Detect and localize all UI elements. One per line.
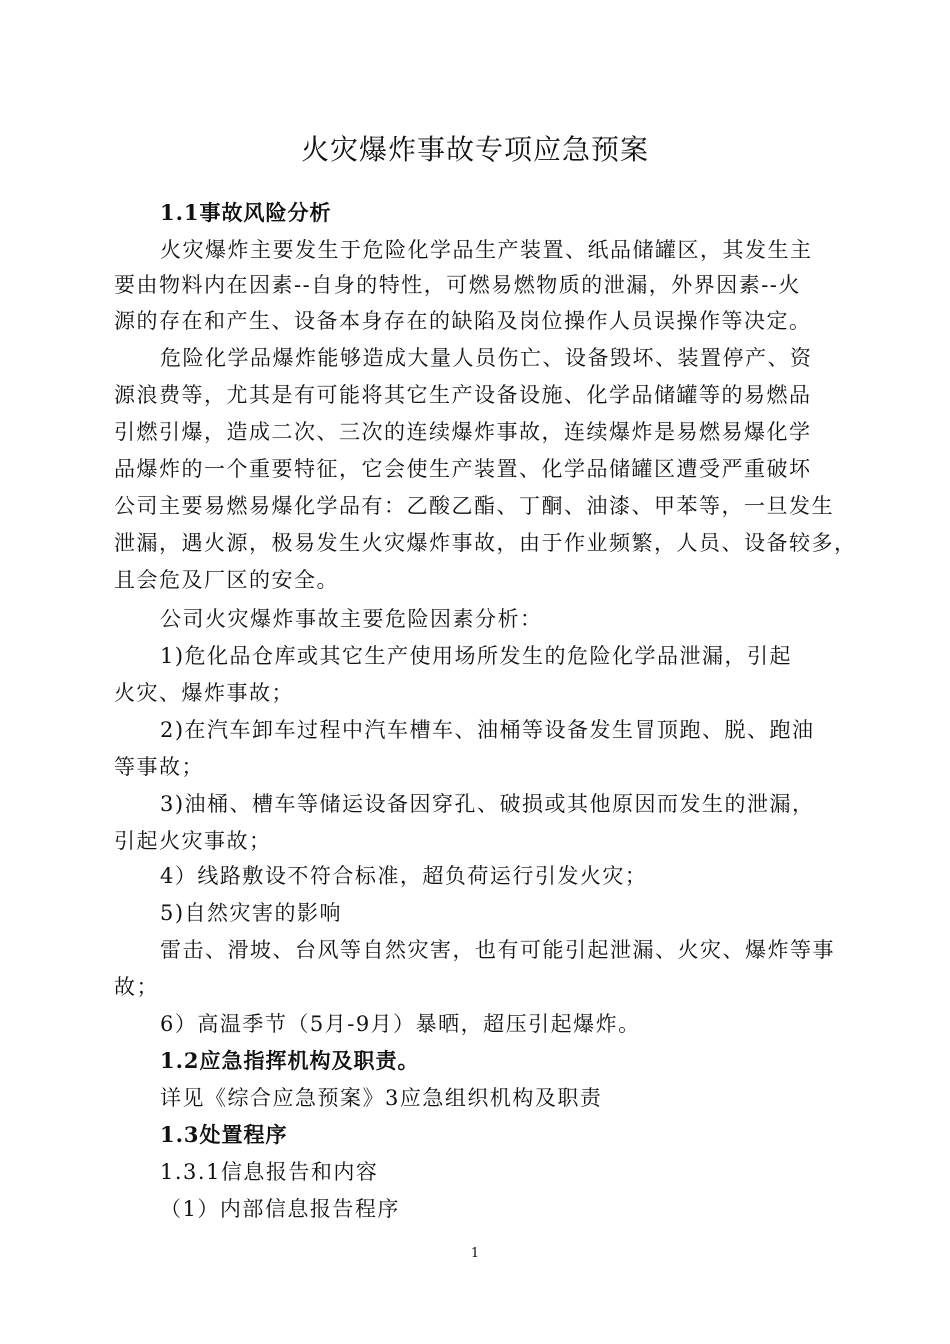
paragraph-line: 泄漏，遇火源，极易发生火灾爆炸事故，由于作业频繁，人员、设备较多， [114, 531, 857, 555]
list-item-1: 1)危化品仓库或其它生产使用场所发生的危险化学品泄漏，引起 [160, 644, 793, 668]
paragraph-line: 引燃引爆，造成二次、三次的连续爆炸事故，连续爆炸是易燃易爆化学 [114, 420, 812, 444]
paragraph-line: 详见《综合应急预案》3应急组织机构及职责 [160, 1086, 603, 1110]
list-item-3: 3)油桶、槽车等储运设备因穿孔、破损或其他原因而发生的泄漏， [160, 792, 815, 816]
paragraph-line: 危险化学品爆炸能够造成大量人员伤亡、设备毁坏、装置停产、资 [160, 346, 813, 370]
list-item-6: 6）高温季节（5月-9月）暴晒，超压引起爆炸。 [160, 1012, 641, 1036]
section-heading-1-2: 1.2应急指挥机构及职责。 [160, 1048, 420, 1073]
paragraph-line: 雷击、滑坡、台风等自然灾害，也有可能引起泄漏、火灾、爆炸等事 [160, 938, 835, 962]
page-number: 1 [470, 1246, 480, 1261]
subsection-heading-1-3-1: 1.3.1信息报告和内容 [160, 1160, 379, 1184]
list-item-4: 4）线路敷设不符合标准，超负荷运行引发火灾； [160, 864, 648, 888]
section-heading-1-3: 1.3处置程序 [160, 1122, 288, 1147]
list-item-1-continued: 火灾、爆炸事故； [114, 681, 294, 705]
paragraph-line: 要由物料内在因素--自身的特性，可燃易燃物质的泄漏，外界因素--火 [114, 273, 801, 297]
document-title: 火灾爆炸事故专项应急预案 [300, 133, 649, 166]
paragraph-line: 且会危及厂区的安全。 [114, 568, 339, 592]
paragraph-line: 源浪费等，尤其是有可能将其它生产设备设施、化学品储罐等的易燃品 [114, 383, 812, 407]
list-item-3-continued: 引起火灾事故； [114, 829, 272, 853]
list-item-5: 5)自然灾害的影响 [160, 901, 343, 925]
list-item-2: 2)在汽车卸车过程中汽车槽车、油桶等设备发生冒顶跑、脱、跑油 [160, 718, 815, 742]
paragraph-line: 源的存在和产生、设备本身存在的缺陷及岗位操作人员误操作等决定。 [114, 309, 812, 333]
paragraph-line: 火灾爆炸主要发生于危险化学品生产装置、纸品储罐区，其发生主 [160, 238, 813, 262]
paragraph-line: 品爆炸的一个重要特征，它会使生产装置、化学品储罐区遭受严重破坏 [114, 457, 812, 481]
paragraph-line: 公司主要易燃易爆化学品有：乙酸乙酯、丁酮、油漆、甲苯等，一旦发生 [114, 494, 834, 518]
paragraph-line: 故； [114, 975, 159, 999]
section-heading-1-1: 1.1事故风险分析 [160, 200, 332, 225]
paragraph-line: （1）内部信息报告程序 [160, 1197, 400, 1221]
paragraph-line: 公司火灾爆炸事故主要危险因素分析： [160, 607, 543, 631]
list-item-2-continued: 等事故； [114, 755, 204, 779]
